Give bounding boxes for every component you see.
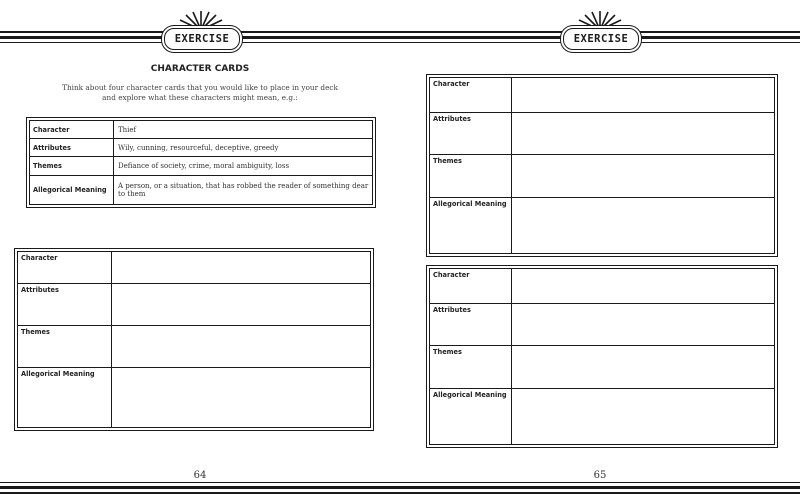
blank-cell[interactable] [512,113,775,155]
page-number: 65 [593,470,607,481]
table-row [30,139,373,157]
bottom-rule [400,492,800,494]
page-title: CHARACTER CARDS [150,64,250,74]
example-card [26,117,376,208]
row-label: Themes [430,346,512,388]
bottom-rule [400,482,800,483]
row-label: Character [30,121,114,139]
row-label: Allegorical Meaning [18,368,112,428]
table-row [430,197,775,253]
row-label: Themes [430,155,512,197]
table-row [18,325,371,367]
table-row [430,388,775,444]
row-label: Attributes [430,304,512,346]
row-value: A person, or a situation, that has robbed the reader of something dear to them [114,175,373,204]
row-label: Character [430,269,512,304]
blank-cell[interactable] [512,269,775,304]
bottom-rule [400,486,800,489]
intro-text: Think about four character cards that you would like to place in your deck and explore what these characters might mean, e.g.: [62,83,338,102]
bottom-rule [0,486,400,489]
table-row [30,175,373,204]
exercise-badge: EXERCISE [563,28,639,50]
blank-cell[interactable] [512,155,775,197]
exercise-badge: EXERCISE [164,28,240,50]
row-label: Attributes [18,283,112,325]
blank-cell[interactable] [112,283,371,325]
blank-cell[interactable] [512,197,775,253]
table-row [430,346,775,388]
blank-cell[interactable] [512,304,775,346]
row-label: Character [430,78,512,113]
table-row [430,113,775,155]
row-label: Themes [18,325,112,367]
exercise-emblem [557,8,643,56]
row-label: Allegorical Meaning [430,388,512,444]
blank-cell[interactable] [112,368,371,428]
table-row [30,157,373,175]
row-label: Allegorical Meaning [30,175,114,204]
table-row [18,283,371,325]
blank-card [426,74,778,257]
row-label: Allegorical Meaning [430,197,512,253]
row-label: Character [18,252,112,284]
bottom-rule [0,482,400,483]
exercise-emblem [158,8,244,56]
blank-cell[interactable] [512,388,775,444]
blank-cell[interactable] [512,346,775,388]
table-row [430,304,775,346]
row-label: Attributes [30,139,114,157]
right-page [400,0,800,497]
table-row [30,121,373,139]
row-value: Thief [114,121,373,139]
blank-cell[interactable] [512,78,775,113]
page-number: 64 [193,470,207,481]
row-value: Wily, cunning, resourceful, deceptive, greedy [114,139,373,157]
blank-card [14,248,374,431]
blank-cell[interactable] [112,325,371,367]
row-label: Attributes [430,113,512,155]
table-row [430,269,775,304]
row-label: Themes [30,157,114,175]
table-row [430,155,775,197]
table-row [18,368,371,428]
table-row [430,78,775,113]
bottom-rule [0,492,400,494]
blank-cell[interactable] [112,252,371,284]
blank-card [426,265,778,448]
table-row [18,252,371,284]
row-value: Defiance of society, crime, moral ambiguity, loss [114,157,373,175]
